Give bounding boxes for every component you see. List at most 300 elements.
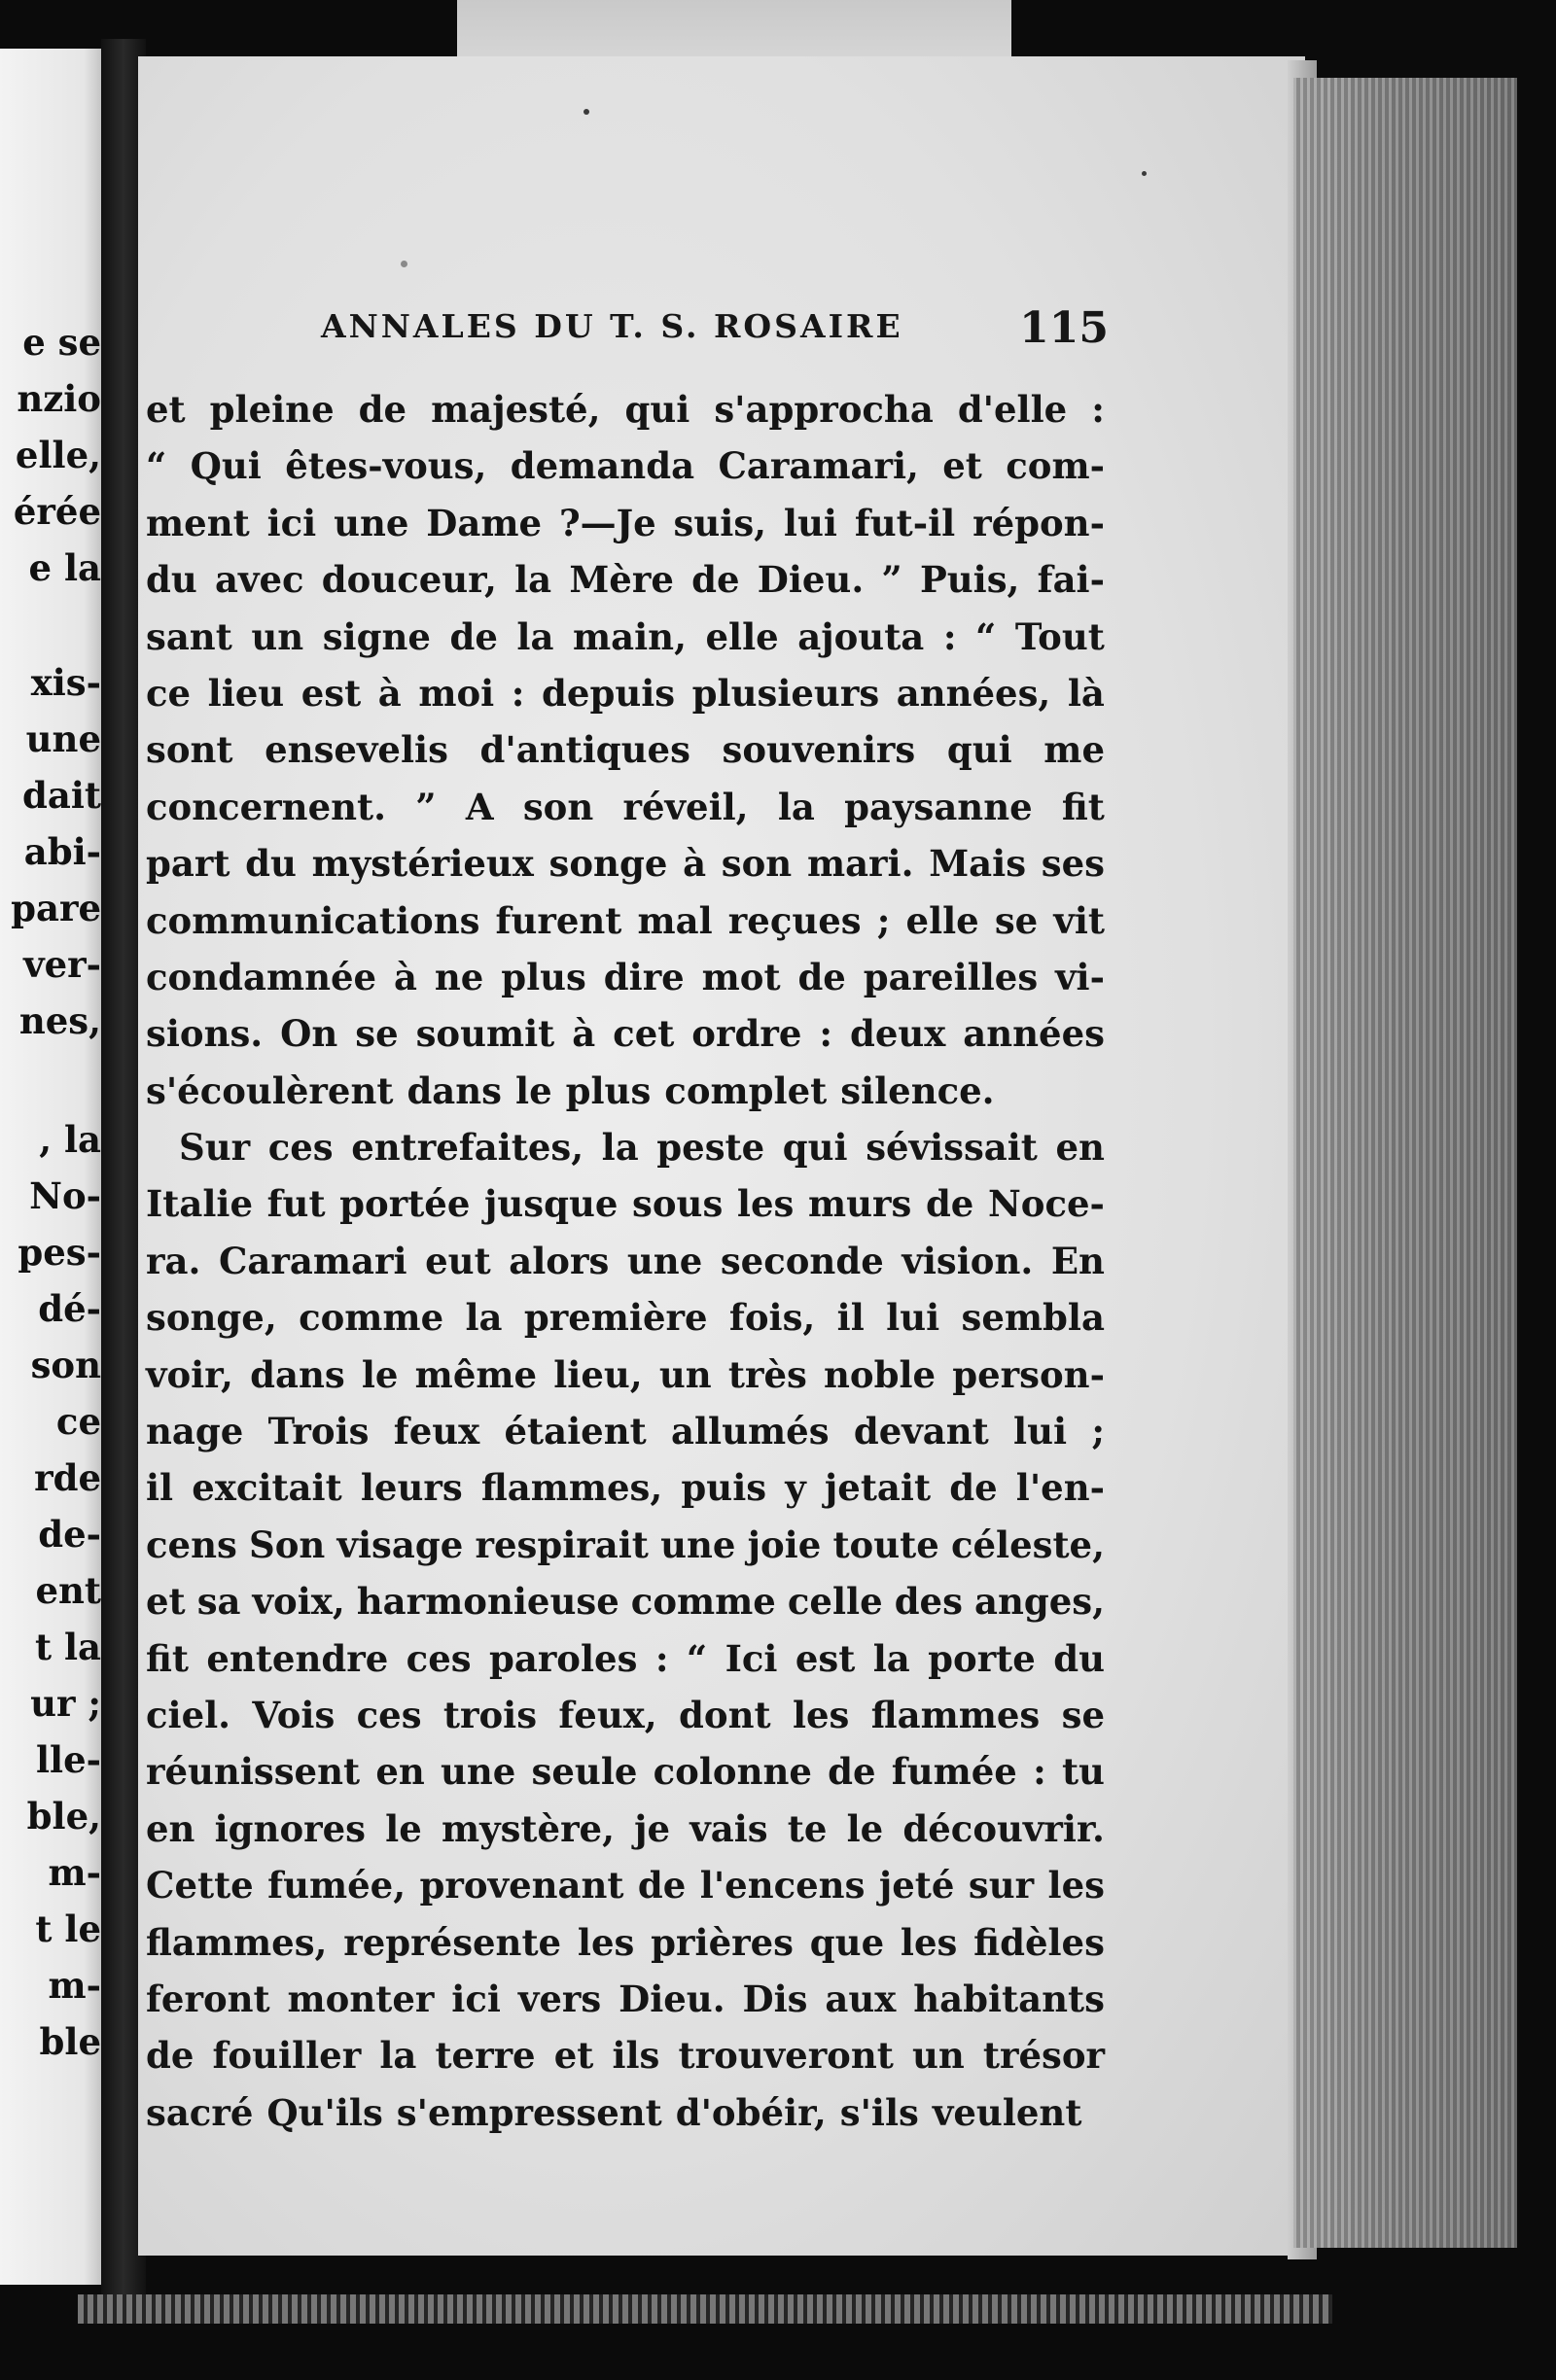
left-page-text-fragment: rde (34, 1456, 101, 1499)
word: songe (548, 842, 668, 886)
word: de (146, 2034, 194, 2078)
word: sur (968, 1864, 1035, 1908)
previous-page-fragment (0, 49, 105, 2285)
word: lui (886, 1296, 940, 1340)
word: alors (509, 1239, 610, 1282)
text-line (146, 892, 1105, 949)
word: Vois (252, 1693, 336, 1736)
word: à (377, 671, 402, 715)
word: ” (881, 558, 902, 602)
word: ces (356, 1693, 422, 1736)
word: la (514, 558, 552, 602)
left-page-text-fragment: ce (55, 1400, 101, 1443)
text-line (146, 721, 1105, 778)
word: vi- (1055, 955, 1105, 998)
word: mari. (806, 842, 914, 886)
left-page-text-fragment: ent (35, 1569, 101, 1612)
word: “ (146, 444, 167, 488)
word: ?—Je (558, 501, 656, 544)
word: fit (146, 1636, 189, 1680)
left-page-text-fragment: ver- (23, 943, 101, 986)
word: fai- (1037, 558, 1105, 602)
word: qui (624, 388, 690, 431)
text-line (146, 1175, 1105, 1232)
word: visage (336, 1522, 464, 1566)
word: de (949, 1466, 998, 1510)
word: s'approcha (714, 388, 934, 431)
body-text (146, 381, 1105, 2141)
word: toute (832, 1522, 939, 1566)
word: communications (146, 898, 480, 942)
word: jeté (878, 1864, 955, 1908)
text-line (146, 1630, 1105, 1687)
word: s'écoulèrent (146, 1068, 394, 1112)
left-page-text-fragment: dé- (38, 1287, 101, 1330)
word: devant (853, 1410, 989, 1453)
word: concernent. (146, 785, 386, 828)
word: réveil, (622, 785, 749, 828)
word: flammes, (480, 1466, 663, 1510)
word: anges, (973, 1580, 1105, 1624)
left-page-text-fragment: dait (22, 774, 101, 817)
word: A (465, 785, 494, 828)
word: lieu, (553, 1352, 643, 1396)
word: : (819, 1012, 832, 1056)
word: complet (664, 1068, 828, 1112)
word: Sur (179, 1126, 251, 1170)
word: la (516, 614, 554, 658)
word: est (301, 671, 362, 715)
left-page-text-fragment: pare (11, 887, 101, 929)
word: sont (146, 728, 233, 772)
word: une (626, 1239, 703, 1282)
word: excitait (192, 1466, 342, 1510)
word: cens (146, 1522, 237, 1566)
left-page-text-fragment: No- (29, 1174, 101, 1217)
left-page-text-fragment: érée (13, 490, 101, 533)
text-line (146, 1119, 1105, 1175)
word: : (654, 1636, 669, 1680)
text-line (146, 949, 1105, 1005)
text-line (146, 779, 1105, 835)
word: respirait (475, 1522, 649, 1566)
word: à (572, 1012, 596, 1056)
word: person- (952, 1352, 1105, 1396)
word: dont (679, 1693, 771, 1736)
word: songe, (146, 1296, 277, 1340)
text-line (146, 1687, 1105, 1743)
word: porte (928, 1636, 1036, 1680)
text-line (146, 1289, 1105, 1346)
word: part (146, 842, 230, 886)
word: ici (266, 501, 317, 544)
word: noble (824, 1352, 937, 1396)
left-page-text-fragment: xis- (30, 661, 101, 704)
word: Caramari (218, 1239, 407, 1282)
word: monter (287, 1977, 435, 2020)
word: d'antiques (479, 728, 690, 772)
word: suis, (673, 501, 767, 544)
word: l'en- (1015, 1466, 1105, 1510)
word: sa (196, 1580, 241, 1624)
word: pareilles (863, 955, 1039, 998)
word: ne (434, 955, 484, 998)
word: aux (825, 1977, 897, 2020)
left-page-text-fragment: une (25, 718, 101, 760)
word: Dieu. (757, 558, 865, 602)
text-line (146, 609, 1105, 665)
word: même (414, 1352, 538, 1396)
left-page-text-fragment: lle- (35, 1738, 101, 1781)
word: me (1043, 728, 1105, 772)
page-header (321, 303, 1109, 362)
word: sembla (961, 1296, 1105, 1340)
left-page-text-fragment: t la (34, 1626, 101, 1668)
word: se (994, 898, 1039, 942)
word: ordre (691, 1012, 802, 1056)
word: ciel. (146, 1693, 231, 1736)
word: les (736, 1182, 795, 1226)
word: étaient (504, 1410, 647, 1453)
word: y (785, 1466, 806, 1510)
word: il (836, 1296, 865, 1340)
word: furent (495, 898, 622, 942)
word: sacré (146, 2090, 254, 2134)
word: colonne (653, 1750, 812, 1794)
left-page-text-fragment: e la (28, 546, 101, 589)
word: moi (418, 671, 495, 715)
text-line (146, 1233, 1105, 1289)
word: s'ils (839, 2090, 919, 2134)
word: tu (1061, 1750, 1105, 1794)
word: leurs (360, 1466, 463, 1510)
word: là (1067, 671, 1105, 715)
word: du (1053, 1636, 1105, 1680)
word: plus (501, 955, 586, 998)
word: vit (1053, 898, 1105, 942)
word: vers (517, 1977, 602, 2020)
word: de (797, 955, 846, 998)
word: dans (250, 1352, 345, 1396)
word: ” (415, 785, 437, 828)
word: années, (896, 671, 1051, 715)
text-line (146, 1971, 1105, 2027)
word: terre (435, 2034, 536, 2078)
word: s'empressent (396, 2090, 662, 2134)
word: provenant (419, 1864, 624, 1908)
word: de (358, 388, 407, 431)
word: du (245, 842, 297, 886)
word: Qui (190, 444, 262, 488)
word: en (375, 1750, 425, 1794)
word: “ (686, 1636, 708, 1680)
word: flammes (870, 1693, 1041, 1736)
word: les (577, 1920, 635, 1964)
word: la (601, 1126, 639, 1170)
word: son (522, 785, 594, 828)
word: de (691, 558, 740, 602)
word: ; (876, 898, 891, 942)
word: je (634, 1806, 671, 1850)
word: la (777, 785, 815, 828)
word: comme (299, 1296, 444, 1340)
word: Puis, (919, 558, 1020, 602)
text-line (146, 551, 1105, 608)
word: et (553, 2034, 594, 2078)
left-page-text-fragment: e se (22, 321, 101, 364)
word: ses (1041, 842, 1105, 886)
word: une (440, 1750, 516, 1794)
word: un (911, 2034, 965, 2078)
word: à (683, 842, 707, 886)
word: d'elle (957, 388, 1068, 431)
text-line (146, 1063, 1105, 1119)
word: depuis (542, 671, 676, 715)
word: d'obéir, (675, 2090, 827, 2134)
word: ; (1091, 1410, 1105, 1453)
text-line (146, 1005, 1105, 1062)
word: feront (146, 1977, 270, 2020)
text-line (146, 1743, 1105, 1800)
word: peste (656, 1126, 765, 1170)
word: du (146, 558, 197, 602)
word: harmonieuse (356, 1580, 619, 1624)
word: de (828, 1750, 876, 1794)
word: le (515, 1068, 552, 1112)
word: Ici (725, 1636, 778, 1680)
word: les (792, 1693, 850, 1736)
word: Mère (569, 558, 674, 602)
text-line (146, 1403, 1105, 1459)
word: sous (632, 1182, 724, 1226)
word: des (894, 1580, 963, 1624)
word: jetait (824, 1466, 932, 1510)
word: plusieurs (691, 671, 880, 715)
word: ce (146, 671, 192, 715)
word: voir, (146, 1352, 233, 1396)
text-line (146, 1801, 1105, 1857)
text-line (146, 1573, 1105, 1629)
word: Cette (146, 1864, 254, 1908)
word: portée (339, 1182, 471, 1226)
word: lieu (207, 671, 285, 715)
word: en (146, 1806, 195, 1850)
word: eut (425, 1239, 491, 1282)
word: céleste, (950, 1522, 1105, 1566)
word: ces (406, 1636, 472, 1680)
word: la (465, 1296, 503, 1340)
word: êtes-vous, (285, 444, 487, 488)
page-number: 115 (1019, 303, 1109, 353)
word: le (361, 1352, 399, 1396)
word: Tout (1014, 614, 1105, 658)
bottom-edge (78, 2294, 1332, 2324)
word: fouiller (212, 2034, 362, 2078)
word: dire (603, 955, 685, 998)
left-page-text-fragment: ur ; (30, 1682, 101, 1725)
word: avec (215, 558, 304, 602)
word: Mais (929, 842, 1027, 886)
word: très (727, 1352, 807, 1396)
word: mystère, (441, 1806, 615, 1850)
left-page-text-fragment: nes, (18, 999, 101, 1042)
word: en (1055, 1126, 1105, 1170)
text-line (146, 2084, 1105, 2141)
word: Son (249, 1522, 326, 1566)
word: fit (1061, 785, 1105, 828)
word: On (280, 1012, 338, 1056)
word: fois, (728, 1296, 816, 1340)
word: une (334, 501, 409, 544)
word: et (942, 444, 982, 488)
word: silence. (840, 1068, 995, 1112)
word: dans (407, 1068, 503, 1112)
word: trésor (982, 2034, 1105, 2078)
book-fore-edge (1293, 78, 1517, 2248)
word: il (146, 1466, 174, 1510)
word: Dame (426, 501, 543, 544)
word: demanda (510, 444, 695, 488)
word: le (846, 1806, 884, 1850)
left-page-text-fragment: pes- (18, 1231, 101, 1274)
word: voix, (252, 1580, 345, 1624)
word: Dis (742, 1977, 808, 2020)
word: son (721, 842, 793, 886)
word: seconde (720, 1239, 884, 1282)
word: fut-il (854, 501, 956, 544)
text-line (146, 1517, 1105, 1573)
word: condamnée (146, 955, 377, 998)
word: première (523, 1296, 708, 1340)
word: se (355, 1012, 399, 1056)
word: trois (442, 1693, 538, 1736)
word: elle (905, 898, 979, 942)
word: deux (849, 1012, 946, 1056)
word: répon- (972, 501, 1105, 544)
word: Italie (146, 1182, 254, 1226)
word: Caramari, (718, 444, 919, 488)
word: mal (637, 898, 713, 942)
word: Trois (267, 1410, 370, 1453)
speck (584, 109, 589, 115)
word: feux, (558, 1693, 657, 1736)
word: vision. (902, 1239, 1034, 1282)
word: allumés (671, 1410, 830, 1453)
word: représente (343, 1920, 562, 1964)
word: paroles (488, 1636, 638, 1680)
left-page-text-fragment: m- (48, 1964, 101, 2007)
text-line (146, 1914, 1105, 1971)
word: te (787, 1806, 828, 1850)
word: Noce- (987, 1182, 1105, 1226)
word: à (393, 955, 417, 998)
word: ra. (146, 1239, 201, 1282)
word: jusque (484, 1182, 619, 1226)
word: seule (531, 1750, 638, 1794)
word: réunissent (146, 1750, 361, 1794)
word: fidèles (973, 1920, 1105, 1964)
speck (401, 261, 407, 267)
word: fut (266, 1182, 326, 1226)
word: entendre (206, 1636, 389, 1680)
word: joie (747, 1522, 822, 1566)
word: le (385, 1806, 422, 1850)
left-page-text-fragment: de- (38, 1513, 101, 1556)
word: fumée, (267, 1864, 407, 1908)
word: “ (975, 614, 997, 658)
word: flammes, (146, 1920, 328, 1964)
word: se (1061, 1693, 1105, 1736)
word: de (637, 1864, 687, 1908)
word: prières (651, 1920, 794, 1964)
word: sévissait (866, 1126, 1038, 1170)
word: majesté, (431, 388, 601, 431)
word: com- (1006, 444, 1105, 488)
word: qui (782, 1126, 848, 1170)
word: ajouta (797, 614, 925, 658)
text-line (146, 381, 1105, 438)
word: ici (451, 1977, 501, 2020)
word: mystérieux (311, 842, 534, 886)
left-page-text-fragment: abi- (23, 830, 101, 873)
word: puis (681, 1466, 767, 1510)
word: la (872, 1636, 910, 1680)
word: qui (946, 728, 1012, 772)
text-line (146, 495, 1105, 551)
word: lui (1013, 1410, 1068, 1453)
word: reçues (727, 898, 862, 942)
word: murs (807, 1182, 912, 1226)
word: paysanne (844, 785, 1033, 828)
word: mot (701, 955, 781, 998)
word: l'encens (699, 1864, 866, 1908)
word: les (1047, 1864, 1105, 1908)
word: lui (783, 501, 837, 544)
word: ignores (214, 1806, 366, 1850)
word: de (925, 1182, 974, 1226)
left-page-text-fragment: elle, (15, 434, 101, 476)
left-page-text-fragment: t le (35, 1908, 101, 1950)
word: souvenirs (722, 728, 916, 772)
word: plus (565, 1068, 652, 1112)
word: pleine (209, 388, 335, 431)
word: vais (690, 1806, 768, 1850)
word: : (942, 614, 957, 658)
left-page-text-fragment: nzio (17, 377, 101, 420)
word: est (795, 1636, 856, 1680)
word: sant (146, 614, 232, 658)
text-line (146, 1857, 1105, 1913)
speck (1142, 171, 1147, 176)
word: veulent (932, 2090, 1082, 2134)
left-page-text-fragment: m- (48, 1851, 101, 1894)
word: Qu'ils (266, 2090, 383, 2134)
word: comme (630, 1580, 776, 1624)
word: habitants (913, 1977, 1105, 2020)
text-line (146, 665, 1105, 721)
word: trouveront (678, 2034, 894, 2078)
word: les (900, 1920, 958, 1964)
text-line (146, 1347, 1105, 1403)
word: un (251, 614, 304, 658)
word: signe (322, 614, 431, 658)
word: : (1033, 1750, 1046, 1794)
left-page-text-fragment: ble, (26, 1795, 101, 1838)
text-line (146, 438, 1105, 494)
left-page-text-fragment: ble (39, 2020, 101, 2063)
word: et (146, 388, 186, 431)
word: découvrir. (902, 1806, 1105, 1850)
